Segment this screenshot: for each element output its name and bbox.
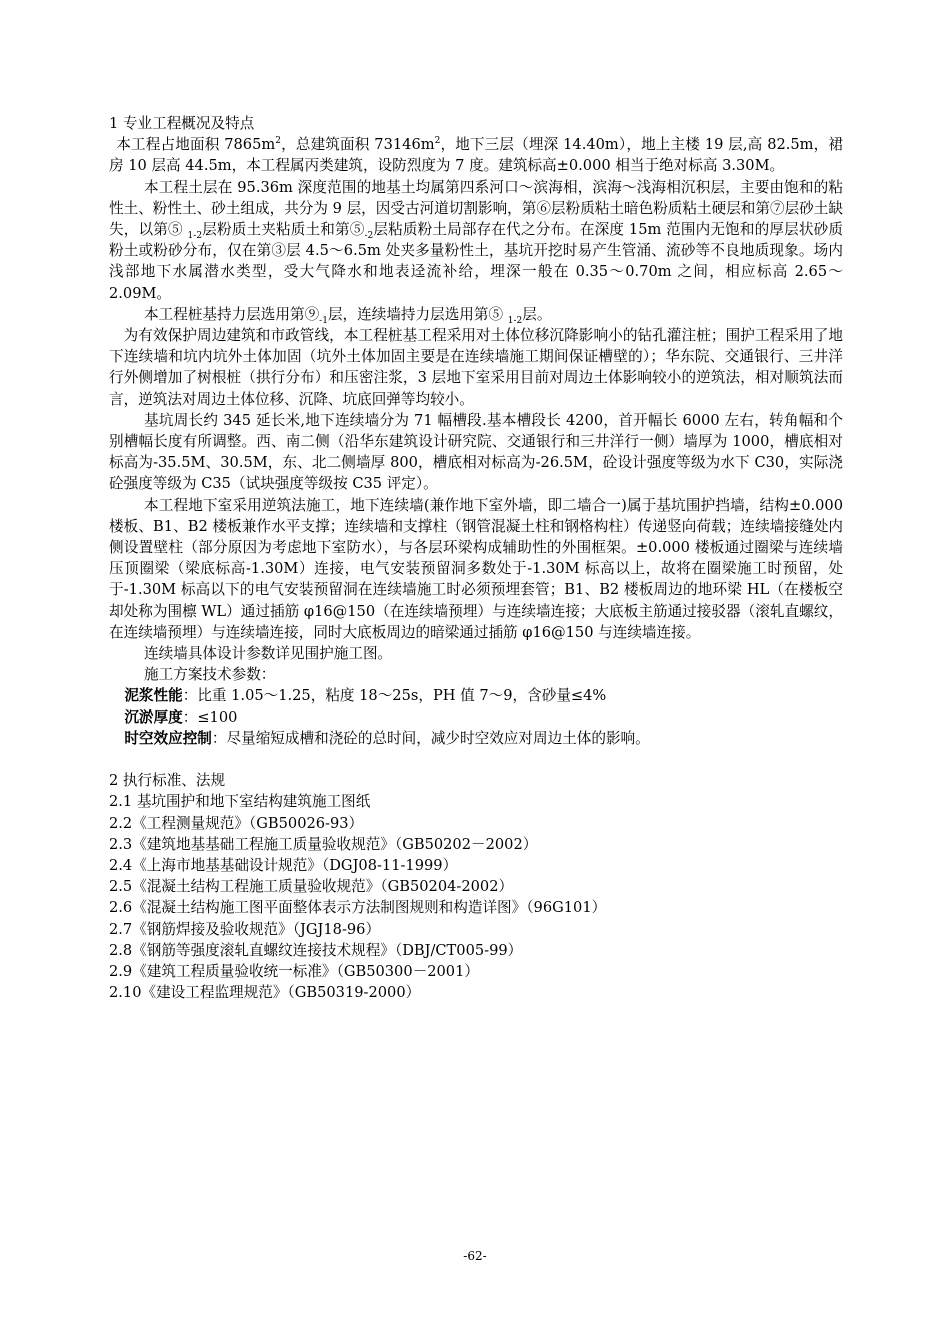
paragraph-soil-layers: 本工程土层在 95.36m 深度范围的地基土均属第四系河口～滨海相，滨海～浅海相沉积层，主要由饱和的粘性土、粉性土、砂土组成，共分为 9 层，因受古河道切割影响，第⑥层粉质粘土暗色粉质粘土硬层和第⑦层砂土缺失，以第⑤ $_{1-2}$层粉质土夹粘质土和第$⑤_{-2}$层粘质粉土局部存在代之分布。在深度 15m 范围内无饱和的厚层状砂质粉土或粉砂分布，仅在第③层 4.5～6.5m 处夹多量粉性土，基坑开挖时易产生管涌、流砂等不良地质现象。场内浅部地下水属潜水类型，受大气降水和地表迳流补给，埋深一般在 0.35～0.70m 之间，相应标高 2.65～2.09M。 xyxy=(109,178,843,302)
page-number: -62- xyxy=(463,1249,487,1263)
param-sediment: 沉淤厚度：≤100 xyxy=(124,708,238,726)
section-1-title: 1 专业工程概况及特点 xyxy=(109,115,255,132)
paragraph-top-down-construction: 本工程地下室采用逆筑法施工，地下连续墙(兼作地下室外墙，即二墙合一)属于基坑围护挡墙，结构±0.000 楼板、B1、B2 楼板兼作水平支撑；连续墙和支撑柱（钢管混凝土柱和钢格构柱）传递竖向荷载；连续墙接缝处内侧设置壁柱（部分原因为考虑地下室防水），与各层环梁构成辅助性的外围框架。±0.000 楼板通过圈梁与连续墙压顶圈梁（梁底标高-1.30M）连接，电气安装预留洞多数处于-1.30M 标高以上，故将在圈梁施工时预留，处于-1.30M 标高以下的电气安装预留洞在连续墙施工时必须预埋套管；B1、B2 楼板周边的地环梁 HL（在楼板空却处称为围檩 WL）通过插筋 φ16@150（在连续墙预埋）与连续墙连接；大底板主筋通过接驳器（滚轧直螺纹，在连续墙预埋）与连续墙连接，同时大底板周边的暗梁通过插筋 φ16@150 与连续墙连接。 xyxy=(109,496,843,641)
paragraph-design-reference: 连续墙具体设计参数详见围护施工图。 xyxy=(144,645,393,663)
paragraph-tech-params-intro: 施工方案技术参数： xyxy=(144,666,276,684)
paragraph-protection-measures: 为有效保护周边建筑和市政管线，本工程桩基工程采用对土体位移沉降影响小的钻孔灌注桩；围护工程采用了地下连续墙和坑内坑外土体加固（坑外土体加固主要是在连续墙施工期间保证槽壁的）；华东院、交通银行、三井洋行外侧增加了树根桩（拱行分布）和压密注浆，3 层地下室采用目前对周边土体影响较小的逆筑法，相对顺筑法而言，逆筑法对周边土体位移、沉降、坑底回弹等均较小。 xyxy=(109,327,843,408)
standard-item: 2.1 基坑围护和地下室结构建筑施工图纸 xyxy=(109,793,371,811)
standard-item: 2.2《工程测量规范》（GB50026-93） xyxy=(109,814,364,832)
paragraph-bearing-layer: 本工程桩基持力层选用第$⑨_{-1}$层，连续墙持力层选用第⑤ $_{1-2}$层。 xyxy=(144,305,552,326)
section-2-title: 2 执行标准、法规 xyxy=(109,772,226,790)
standard-item: 2.10《建设工程监理规范》（GB50319-2000） xyxy=(109,984,421,1002)
standard-item: 2.8《钢筋等强度滚轧直螺纹连接技术规程》（DBJ/CT005-99） xyxy=(109,941,523,959)
standard-item: 2.9《建筑工程质量验收统一标准》（GB50300－2001） xyxy=(109,962,479,980)
standard-item: 2.3《建筑地基基础工程施工质量验收规范》（GB50202－2002） xyxy=(109,835,538,853)
paragraph-project-overview: 本工程占地面积 $7865m^2$，总建筑面积 $73146m^2$，地下三层（埋深 14.40m），地上主楼 19 层,高 82.5m，裙房 10 层高 44.5m，本工程属丙类建筑，设防烈度为 7 度。建筑标高±0.000 相当于绝对标高 3.30M。 xyxy=(109,136,843,175)
param-time-space-effect: 时空效应控制：尽量缩短成槽和浇砼的总时间，减少时空效应对周边土体的影响。 xyxy=(124,729,650,747)
param-slurry: 泥浆性能：比重 1.05～1.25，粘度 18～25s，PH 值 7～9，含砂量≤4% xyxy=(124,687,607,705)
standard-item: 2.7《钢筋焊接及验收规范》（JGJ18-96） xyxy=(109,920,381,938)
standard-item: 2.6《混凝土结构施工图平面整体表示方法制图规则和构造详图》（96G101） xyxy=(109,899,607,917)
paragraph-pit-perimeter: 基坑周长约 345 延长米,地下连续墙分为 71 幅槽段.基本槽段长 4200，首开幅长 6000 左右，转角幅和个别槽幅长度有所调整。西、南二侧（沿华东建筑设计研究院、交通银行和三井洋行一侧）墙厚为 1000，槽底相对标高为-35.5M、30.5M，东、北二侧墙厚 800，槽底相对标高为-26.5M，砼设计强度等级为水下 C30，实际浇砼强度等级为 C35（试块强度等级按 C35 评定）。 xyxy=(109,411,843,493)
standard-item: 2.4《上海市地基基础设计规范》（DGJ08-11-1999） xyxy=(109,856,458,874)
standard-item: 2.5《混凝土结构工程施工质量验收规范》（GB50204-2002） xyxy=(109,878,514,896)
document-body xyxy=(109,113,843,1003)
section-gap xyxy=(109,749,843,770)
